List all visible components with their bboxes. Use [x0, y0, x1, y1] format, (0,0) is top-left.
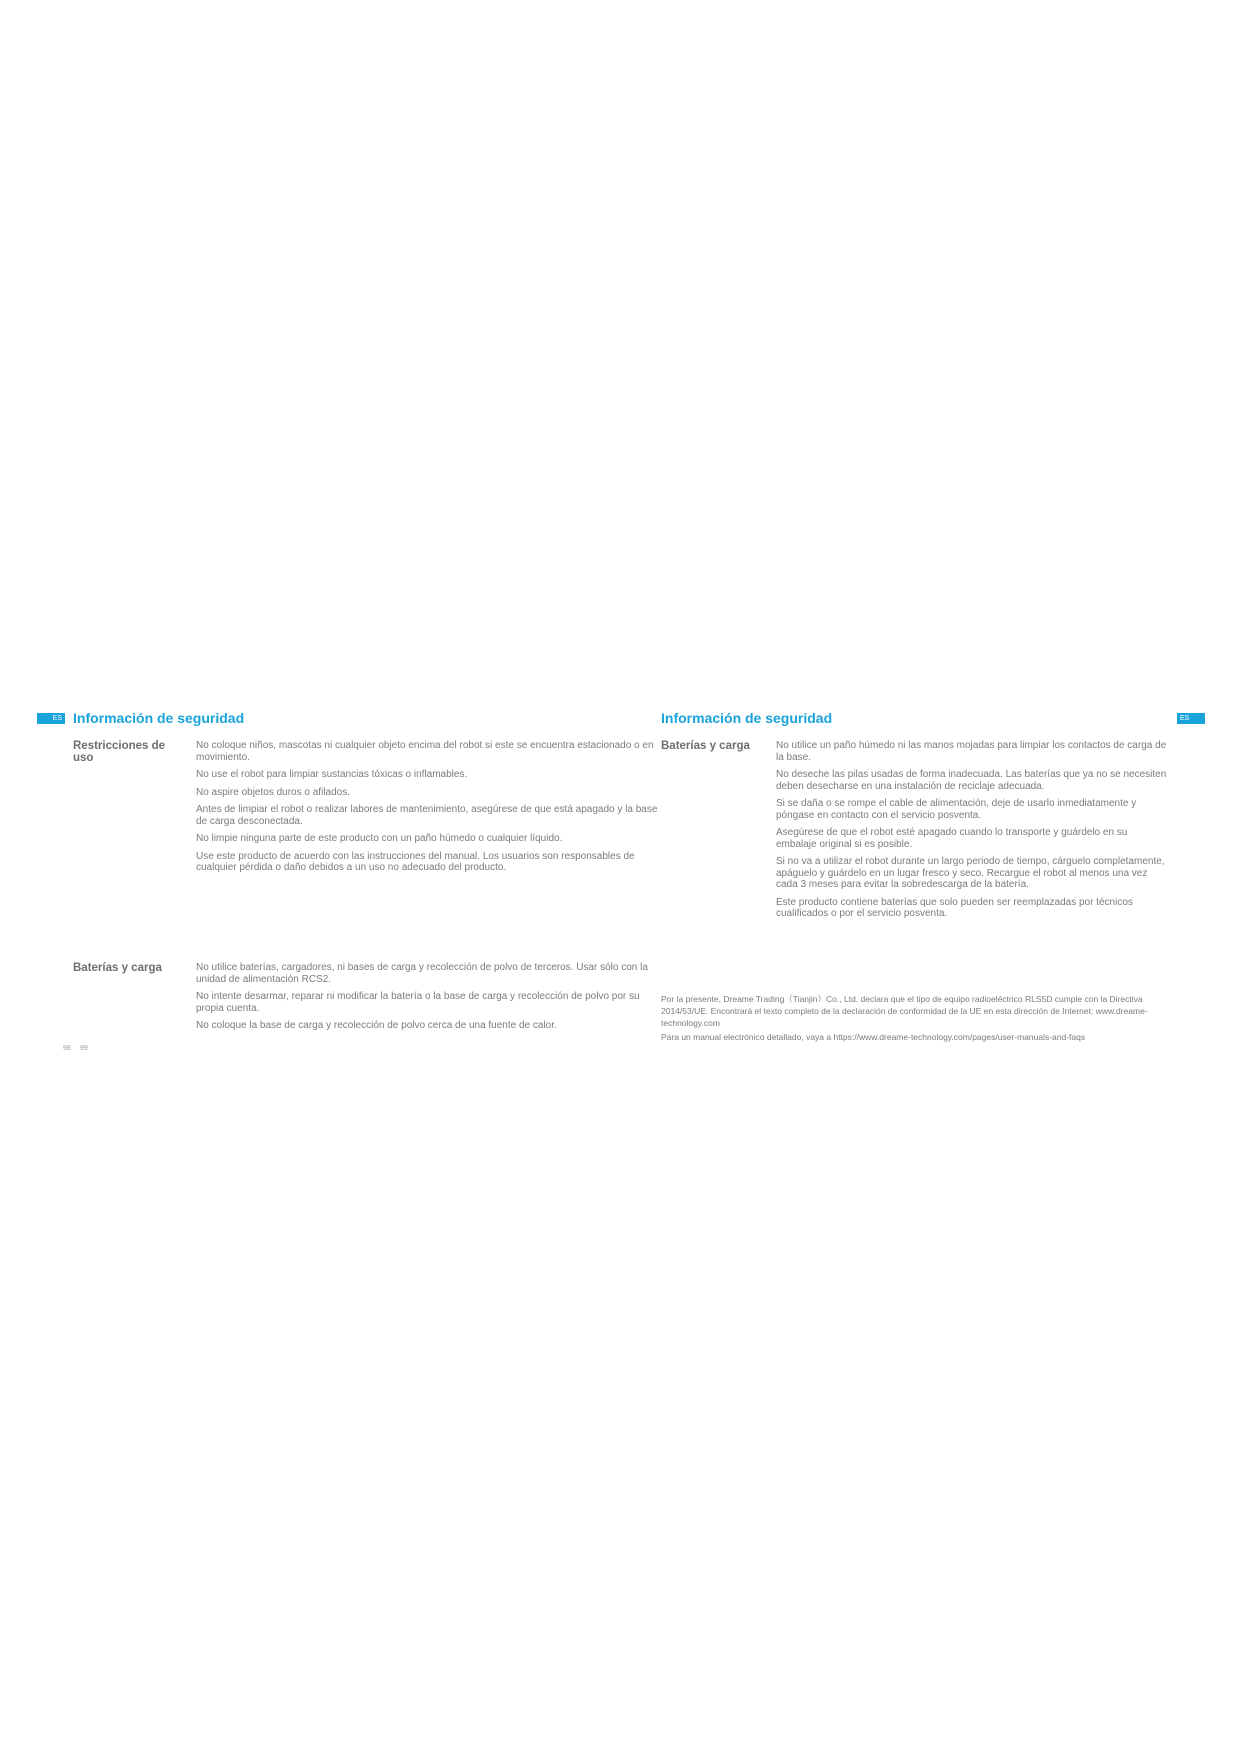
page-number: 99	[80, 1045, 88, 1052]
list-item: Si se daña o se rompe el cable de alimentación, deje de usarlo inmediatamente y póngase en contacto con el servicio posventa.	[776, 798, 1137, 821]
page-title: Información de seguridad	[661, 710, 833, 726]
page-number: 98	[63, 1045, 71, 1052]
list-item: No coloque niños, mascotas ni cualquier objeto encima del robot si este se encuentra estacionado o en movimiento.	[196, 740, 654, 763]
section-label: Baterías y carga	[661, 740, 750, 752]
section-label: Baterías y carga	[73, 962, 162, 974]
safety-list	[196, 740, 658, 880]
list-item: No deseche las pilas usadas de forma inadecuada. Las baterías que ya no se necesiten deben desecharse en una instalación de reciclaje adecuada.	[776, 769, 1167, 792]
list-item: No use el robot para limpiar sustancias tóxicas o inflamables.	[196, 769, 468, 780]
section-label: Restricciones de uso	[73, 740, 166, 764]
list-item: No aspire objetos duros o afilados.	[196, 786, 350, 798]
safety-list	[196, 962, 658, 1038]
list-item: No coloque la base de carga y recolección de polvo cerca de una fuente de calor.	[196, 1020, 557, 1031]
list-item: No utilice baterías, cargadores, ni bases de carga y recolección de polvo de terceros. Usar sólo con la unidad de alimentación RCS2.	[196, 962, 648, 985]
page-title: Información de seguridad	[73, 710, 245, 726]
safety-list	[776, 740, 1168, 926]
manual-link-text: Para un manual electrónico detallado, vaya a https://www.dreame-technology.com/pages/user-manuals-and-faqs	[661, 1032, 1086, 1042]
list-item: No intente desarmar, reparar ni modificar la batería o la base de carga y recolección de polvo por su propia cuenta.	[196, 991, 640, 1014]
conformity-declaration: Por la presente, Dreame Trading（Tianjin）Co., Ltd. declara que el tipo de equipo radioeléctrico RLS5D cumple con la Directiva 2014/53/UE. Encontrará el texto completo de la declaración de conformidad de la UE en esta dirección de Internet: www.dreame-technology.com	[661, 994, 1148, 1028]
list-item: No limpie ninguna parte de este producto con un paño húmedo o cualquier líquido.	[196, 833, 563, 844]
list-item: Antes de limpiar el robot o realizar labores de mantenimiento, asegúrese de que está apagado y la base de carga desconectada.	[196, 804, 658, 827]
list-item: Este producto contiene baterías que solo pueden ser reemplazadas por técnicos cualificados o por el servicio posventa.	[776, 896, 1133, 919]
language-tag: ES	[37, 713, 65, 724]
list-item: Si no va a utilizar el robot durante un largo periodo de tiempo, cárguelo completamente, apáguelo y guárdelo en un lugar fresco y seco. Recargue el robot al menos una vez cada 3 meses para evitar la sobredescarga de la batería.	[776, 856, 1165, 890]
list-item: Use este producto de acuerdo con las instrucciones del manual. Los usuarios son responsables de cualquier pérdida o daño debidos a un uso no adecuado del producto.	[196, 850, 635, 873]
list-item: Asegúrese de que el robot esté apagado cuando lo transporte y guárdelo en su embalaje original si es posible.	[776, 827, 1128, 850]
language-tag: ES	[1177, 713, 1205, 724]
list-item: No utilice un paño húmedo ni las manos mojadas para limpiar los contactos de carga de la base.	[776, 740, 1167, 763]
